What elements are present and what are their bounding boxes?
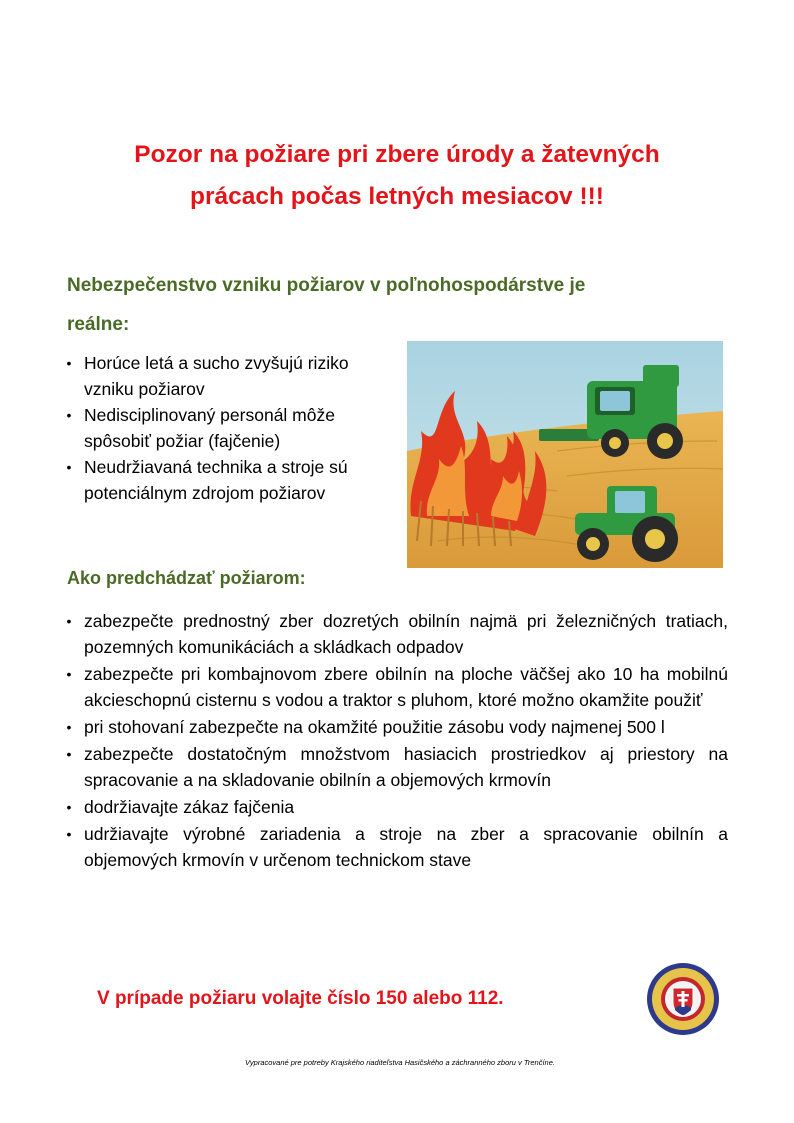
list-item xyxy=(62,741,728,793)
list-item-text: Horúce letá a sucho zvyšujú riziko vzniku požiarov xyxy=(84,353,349,399)
title-line-1: Pozor na požiare pri zbere úrody a žatevných xyxy=(134,141,660,168)
list-item xyxy=(62,350,392,402)
list-item-text: dodržiavajte zákaz fajčenia xyxy=(84,797,295,817)
title-line-2: prácach počas letných mesiacov !!! xyxy=(190,183,604,210)
list-item-text: zabezpečte pri kombajnovom zbere obilnín na ploche väčšej ako 10 ha mobilnú akcieschopnú cisternu s vodou a traktor s pluhom, ktoré možno okamžite použiť xyxy=(84,664,728,710)
list-item-text: Neudržiavaná technika a stroje sú potenciálnym zdrojom požiarov xyxy=(84,457,348,503)
list-item xyxy=(62,794,728,820)
list-item-text: pri stohovaní zabezpečte na okamžité použitie zásobu vody najmenej 500 l xyxy=(84,717,665,737)
danger-heading xyxy=(67,266,737,344)
list-item-text: zabezpečte dostatočným množstvom hasiacich prostriedkov aj priestory na spracovanie a na skladovanie obilnín a objemových krmovín xyxy=(84,744,728,790)
danger-heading-line-1: Nebezpečenstvo vzniku požiarov v poľnohospodárstve je xyxy=(67,275,586,296)
harvest-fire-illustration xyxy=(407,341,723,568)
bullet: • xyxy=(66,746,72,762)
list-item-text: udržiavajte výrobné zariadenia a stroje na zber a spracovanie obilnín a objemových krmovín v určenom technickom stave xyxy=(84,824,728,870)
bullet: • xyxy=(66,719,72,735)
danger-list xyxy=(62,350,392,506)
bullet: • xyxy=(66,666,72,682)
prevention-list xyxy=(62,608,728,874)
bullet: • xyxy=(66,826,72,842)
credit-note: Vypracované pre potreby Krajského riaditeľstva Hasičského a záchranného zboru v Trenčíne. xyxy=(245,1058,555,1067)
list-item xyxy=(62,661,728,713)
emergency-numbers: V prípade požiaru volajte číslo 150 alebo 112. xyxy=(97,988,504,1009)
bullet: • xyxy=(66,613,72,629)
prevention-heading: Ako predchádzať požiarom: xyxy=(67,568,306,588)
list-item xyxy=(62,821,728,873)
list-item-text: zabezpečte prednostný zber dozretých obilnín najmä pri železničných tratiach, pozemných komunikáciách a skládkach odpadov xyxy=(84,611,728,657)
bullet: • xyxy=(66,799,72,815)
list-item-text: Nedisciplinovaný personál môže spôsobiť požiar (fajčenie) xyxy=(84,405,335,451)
bullet: • xyxy=(66,459,72,475)
fire-rescue-emblem-icon xyxy=(646,962,720,1036)
list-item xyxy=(62,402,392,454)
list-item xyxy=(62,454,392,506)
bullet: • xyxy=(66,355,72,371)
list-item xyxy=(62,714,728,740)
page-title xyxy=(40,134,754,218)
bullet: • xyxy=(66,407,72,423)
list-item xyxy=(62,608,728,660)
danger-heading-line-2: reálne: xyxy=(67,314,130,335)
